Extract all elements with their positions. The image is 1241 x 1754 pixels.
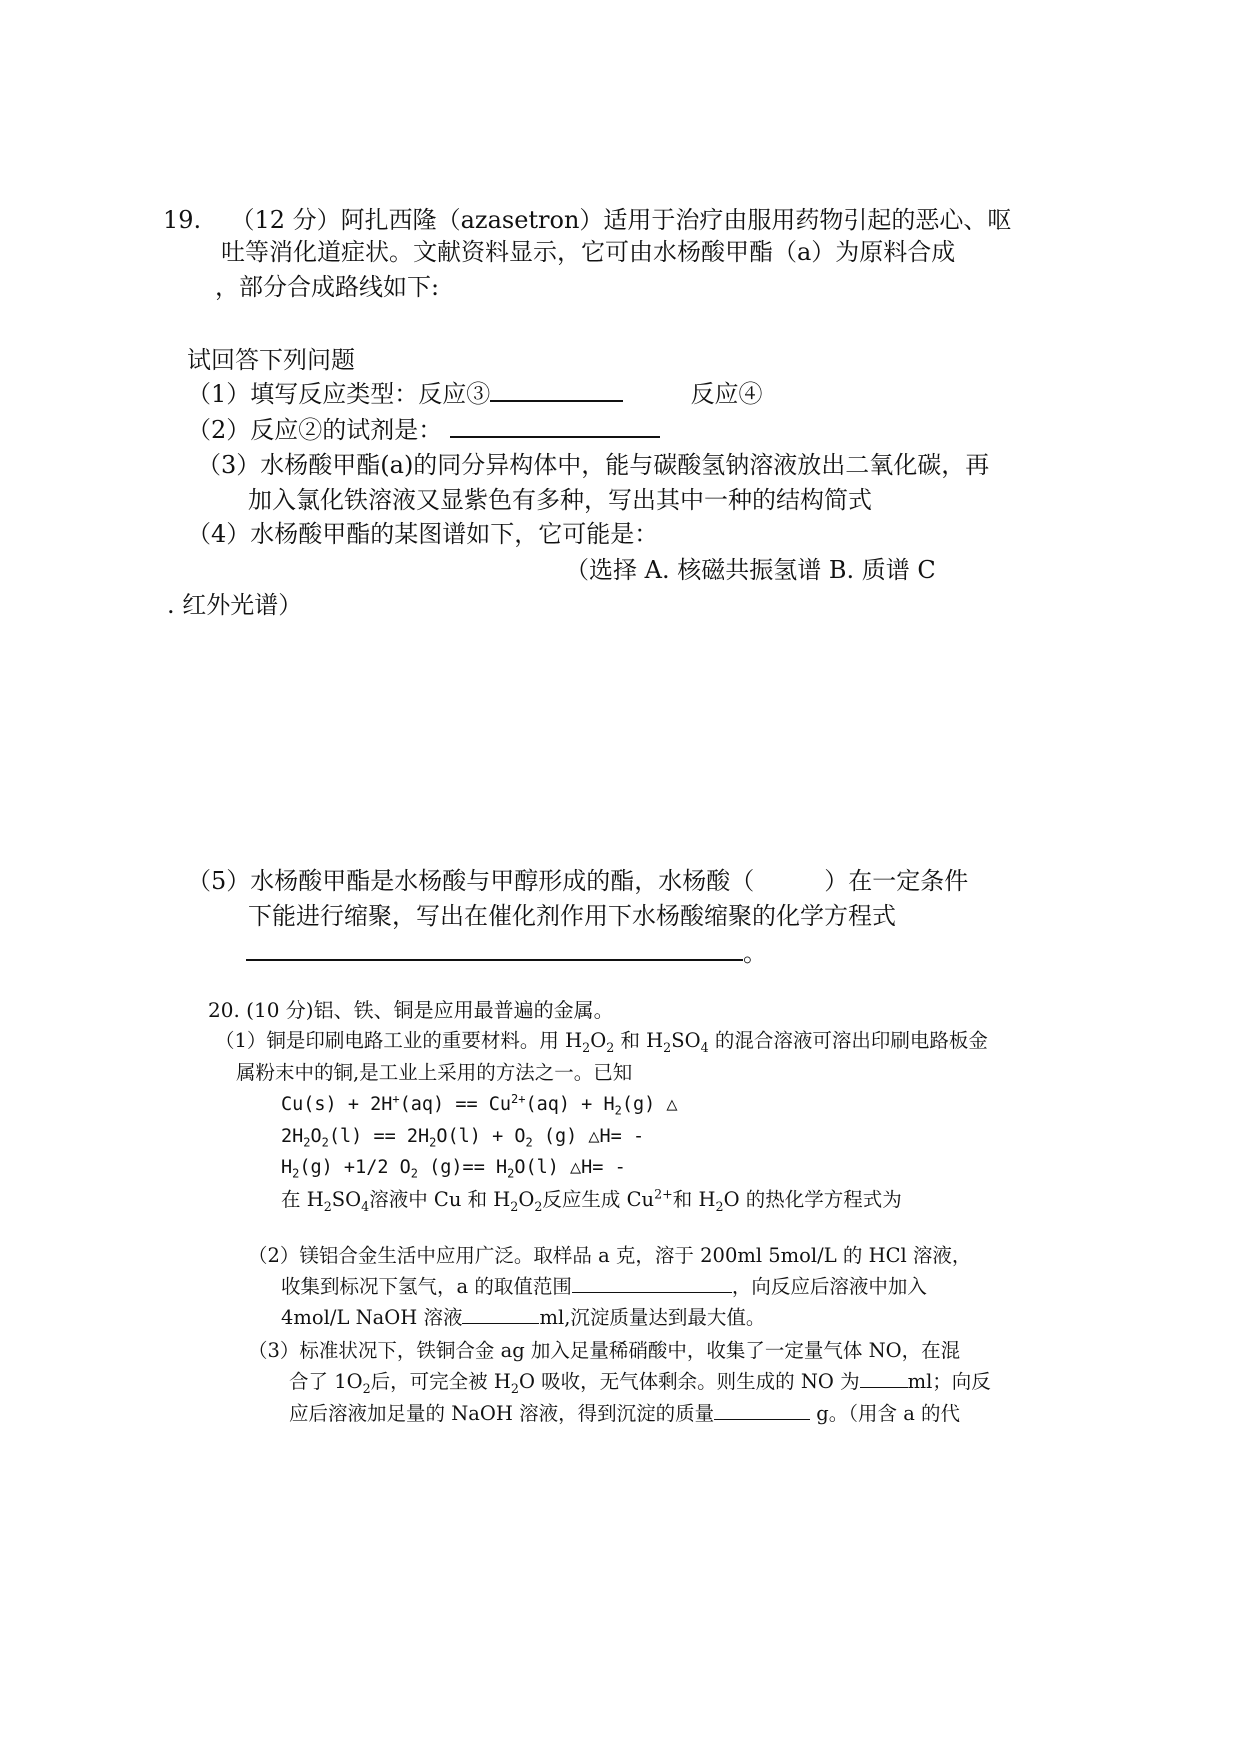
q19-intro-line-3: ，部分合成路线如下: [215,273,440,301]
text: ml,沉淀质量达到最大值。 [539,1306,766,1329]
q20-part-2-line-2 [281,1272,927,1302]
q19-intro-line-1: （12 分）阿扎西隆（azasetron）适用于治疗由服用药物引起的恶心、呕 [230,206,1012,234]
text: (l) == 2H [328,1126,430,1147]
q19-part-5-line-3 [246,937,767,968]
q19-part-4-line-1: （4）水杨酸甲酯的某图谱如下，它可能是： [187,520,659,548]
q19-part-2-text: （2）反应②的试剂是： [187,416,443,444]
q19-part-1 [187,378,763,409]
answer-blank-precipitate-mass[interactable] [714,1401,810,1420]
q20-part-3-line-2 [289,1367,991,1397]
q19-part-3-line-2: 加入氯化铁溶液又显紫色有多种，写出其中一种的结构简式 [248,486,872,514]
text: 和 H [614,1029,664,1052]
q20-part-2-line-3 [281,1303,765,1333]
q19-part-5-text-b: ）在一定条件 [824,867,969,895]
subscript: 2 [429,1135,437,1150]
equation-1 [281,1090,678,1120]
subscript: 2 [582,1039,591,1055]
q19-intro-line-2: 吐等消化道症状。文献资料显示，它可由水杨酸甲酯（a）为原料合成 [221,238,956,266]
text: (g) △H= - [532,1126,645,1147]
answer-blank-no-volume[interactable] [860,1369,908,1388]
q19-part-1-text-b: 反应④ [690,380,763,408]
text: H [281,1157,293,1178]
text: (g) +1/2 O [299,1157,411,1178]
subscript: 2 [525,1135,533,1150]
subscript: 2 [606,1039,615,1055]
text: O(l) △H= - [514,1157,626,1178]
superscript: 2+ [511,1091,526,1106]
subscript: 2 [510,1198,519,1214]
q20-part-3-line-1: （3）标准状况下，铁铜合金 ag 加入足量稀硝酸中，收集了一定量气体 NO，在混 [248,1339,961,1362]
text: g。（用含 a 的代 [810,1402,961,1425]
subscript: 2 [715,1198,724,1214]
subscript: 2 [663,1039,672,1055]
subscript: 4 [361,1198,370,1214]
q19-part-1-text: （1）填写反应类型：反应③ [187,380,491,408]
q19-part-5-text-a: （5）水杨酸甲酯是水杨酸与甲醇形成的酯，水杨酸（ [187,867,755,895]
subscript: 2 [534,1198,543,1214]
text: (g) △ [621,1094,678,1115]
q19-part-4-line-3: . 红外光谱） [167,591,303,619]
subscript: 2 [507,1166,515,1181]
text: 溶液中 Cu 和 H [369,1188,511,1211]
text: 反应生成 Cu [542,1188,655,1211]
subscript: 2 [410,1166,418,1181]
q19-part-5-end: 。 [743,939,767,967]
answer-blank-naoh-volume[interactable] [462,1305,539,1324]
answer-blank-a-range[interactable] [572,1274,732,1293]
answer-blank-reaction-3[interactable] [490,378,623,402]
subscript: 2 [303,1135,311,1150]
superscript: + [392,1091,400,1106]
q19-number: 19. [163,206,202,234]
q20-part-2-line-1: （2）镁铝合金生活中应用广泛。取样品 a 克，溶于 200ml 5mol/L 的 HCl 溶液， [248,1244,972,1267]
text: ml；向反 [907,1370,991,1393]
text: SO [331,1188,362,1211]
text: O 的热化学方程式为 [723,1188,902,1211]
text: 收集到标况下氢气，a 的取值范围 [281,1275,572,1298]
q20-title: 20. (10 分)铝、铁、铜是应用最普遍的金属。 [208,998,614,1022]
q19-part-4-line-2: （选择 A. 核磁共振氢谱 B. 质谱 C [565,556,936,584]
superscript: 2+ [654,1186,673,1202]
q19-part-5-line-2: 下能进行缩聚，写出在催化剂作用下水杨酸缩聚的化学方程式 [248,902,896,930]
text: (aq) + H [525,1094,615,1115]
text: O 吸收，无气体剩余。则生成的 NO 为 [518,1370,860,1393]
text: O [310,1126,322,1147]
text: O [518,1188,535,1211]
text: （1）铜是印刷电路工业的重要材料。用 H [215,1029,583,1052]
text: O(l) + O [436,1126,526,1147]
text: 4mol/L NaOH 溶液 [281,1306,463,1329]
question-number [163,205,1011,235]
text: (g)== H [418,1157,508,1178]
answer-blank-equation[interactable] [246,937,743,961]
q19-part-2 [187,414,660,445]
text: (aq) == Cu [399,1094,512,1115]
equation-2 [281,1122,644,1152]
subscript: 2 [323,1198,332,1214]
q19-prompt: 试回答下列问题 [187,346,355,374]
q19-part-3-line-1: （3）水杨酸甲酯(a)的同分异构体中，能与碳酸氢钠溶液放出二氧化碳，再 [197,451,990,479]
subscript: 2 [510,1380,519,1396]
text: SO [671,1029,701,1052]
q20-part-3-line-3 [289,1399,960,1429]
text: 2H [281,1126,304,1147]
subscript: 2 [321,1135,329,1150]
q20-part-1-line-6 [281,1185,902,1215]
text: 后，可完全被 H [370,1370,511,1393]
answer-blank-reagent[interactable] [450,414,660,438]
q20-part-1-line-2: 属粉末中的铜,是工业上采用的方法之一。已知 [236,1061,633,1084]
subscript: 2 [362,1380,371,1396]
equation-3 [281,1153,626,1183]
q20-part-1-line-1 [215,1026,988,1056]
subscript: 2 [614,1103,622,1118]
text: O [590,1029,607,1052]
text: Cu(s) + 2H [281,1094,393,1115]
subscript: 2 [292,1166,300,1181]
text: 合了 1O [289,1370,363,1393]
q19-part-5-line-1 [187,866,968,896]
text: 应后溶液加足量的 NaOH 溶液，得到沉淀的质量 [289,1402,715,1425]
text: 的混合溶液可溶出印刷电路板金 [708,1029,988,1052]
text: 在 H [281,1188,324,1211]
text: ，向反应后溶液中加入 [731,1275,927,1298]
subscript: 4 [700,1039,709,1055]
text: 和 H [672,1188,716,1211]
